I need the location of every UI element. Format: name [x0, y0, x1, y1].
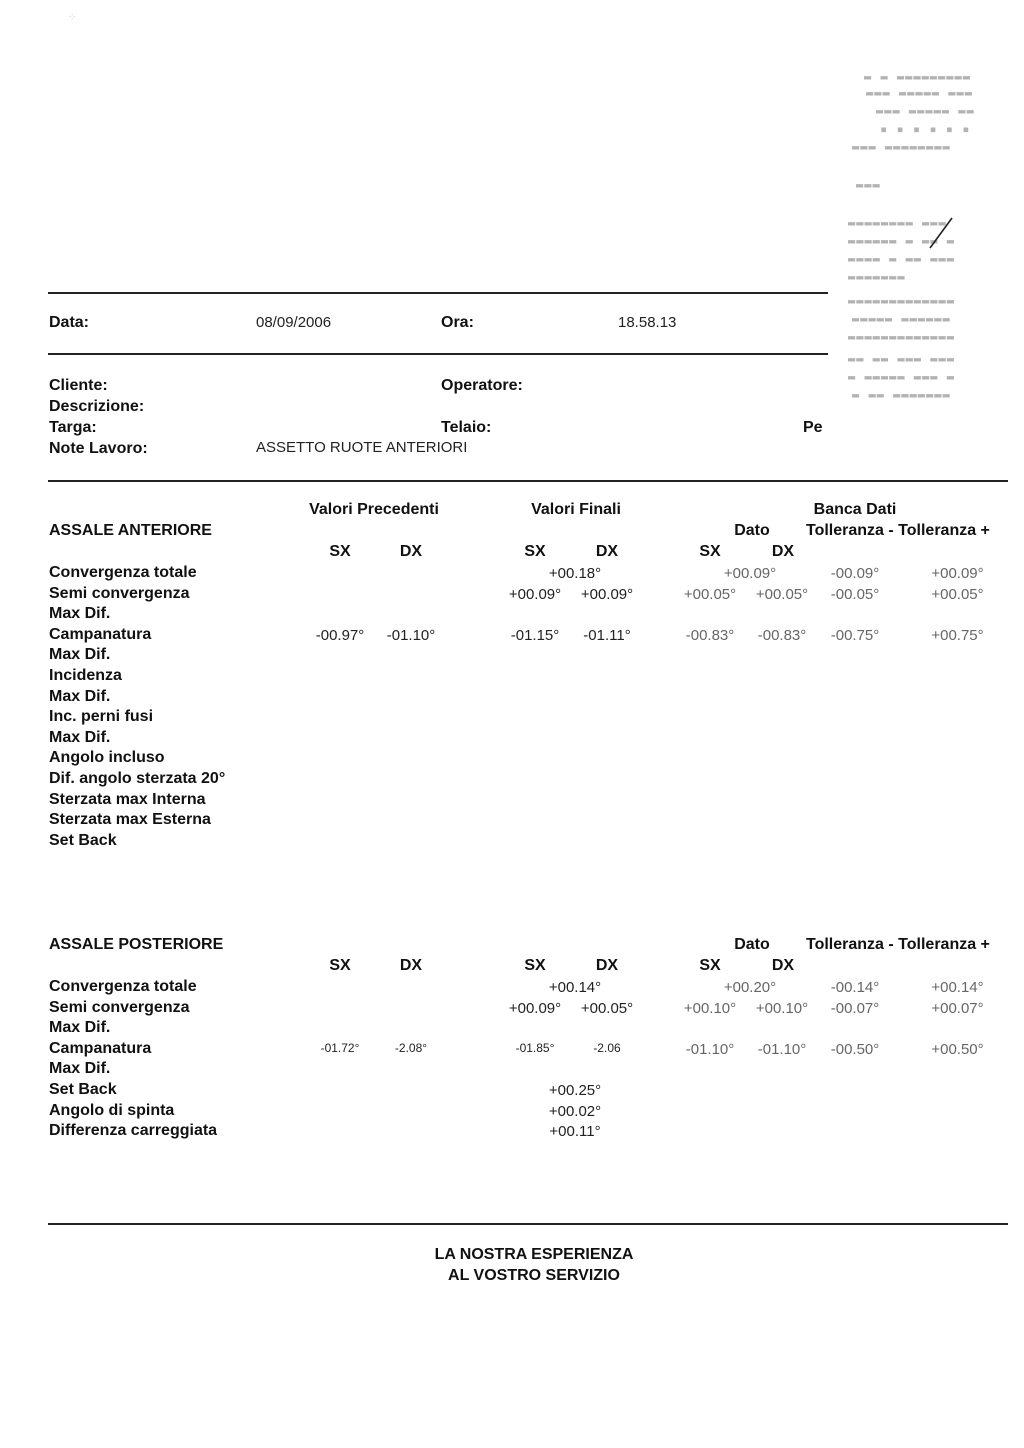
cell-prev-sx: -01.72°	[320, 1040, 360, 1055]
front-prev-sx-header: SX	[329, 543, 351, 560]
row-label: Sterzata max Esterna	[49, 811, 211, 829]
rear-fin-sx-header: SX	[524, 957, 546, 974]
cell-fin-dx: -01.11°	[583, 626, 631, 644]
targa-label: Targa:	[49, 419, 97, 436]
telaio-label: Telaio:	[441, 419, 492, 436]
cell-db-dx: -00.83°	[757, 626, 807, 644]
cell-db-dx: +00.05°	[755, 585, 809, 603]
row-label: Max Dif.	[49, 1060, 111, 1078]
row-label: Angolo di spinta	[49, 1101, 175, 1119]
rear-axle-title: ASSALE POSTERIORE	[49, 936, 224, 953]
cell-tol-minus: -00.75°	[830, 626, 880, 644]
operatore-label: Operatore:	[441, 377, 523, 394]
cell-fin-sx: +00.09°	[508, 999, 562, 1017]
rear-db-sx-header: SX	[699, 957, 721, 974]
cell-db-mid: +00.09°	[723, 565, 777, 582]
cell-fin-dx: -2.06	[593, 1040, 621, 1055]
footer-line-2: AL VOSTRO SERVIZIO	[448, 1267, 620, 1284]
note-value: ASSETTO RUOTE ANTERIORI	[256, 439, 468, 456]
note-label: Note Lavoro:	[49, 440, 148, 457]
cell-db-sx: +00.10°	[683, 999, 737, 1017]
cell-db-dx: -01.10°	[757, 1040, 807, 1058]
cell-db-sx: -01.10°	[685, 1040, 735, 1058]
ora-label: Ora:	[441, 314, 474, 331]
front-db-dx-header: DX	[771, 543, 795, 560]
front-fin-dx-header: DX	[595, 543, 619, 560]
cell-tol-minus: -00.09°	[830, 565, 880, 582]
cell-tol-minus: -00.50°	[830, 1040, 880, 1058]
group-banca-dati: Banca Dati	[813, 501, 897, 518]
rear-tolleranza-header: Tolleranza - Tolleranza +	[806, 936, 990, 953]
divider	[48, 1223, 1008, 1225]
cell-tol-minus: -00.14°	[830, 979, 880, 996]
cell-db-sx: -00.83°	[685, 626, 735, 644]
cell-fin-mid: +00.18°	[548, 565, 602, 582]
cliente-label: Cliente:	[49, 377, 108, 394]
cell-fin-sx: +00.09°	[508, 585, 562, 603]
row-label: Inc. perni fusi	[49, 708, 154, 726]
cell-db-mid: +00.20°	[723, 979, 777, 996]
row-label: Max Dif.	[49, 728, 111, 746]
row-label: Campanatura	[49, 1039, 152, 1057]
cell-fin-mid: +00.02°	[548, 1102, 602, 1120]
row-label: Angolo incluso	[49, 749, 165, 767]
group-valori-finali: Valori Finali	[531, 501, 621, 518]
front-axle-title: ASSALE ANTERIORE	[49, 522, 212, 539]
front-tolleranza-header: Tolleranza - Tolleranza +	[806, 522, 990, 539]
row-label: Max Dif.	[49, 687, 111, 705]
row-label: Dif. angolo sterzata 20°	[49, 770, 226, 787]
divider	[48, 292, 828, 294]
cell-prev-dx: -01.10°	[386, 626, 436, 644]
ora-value: 18.58.13	[618, 314, 677, 331]
row-label: Set Back	[49, 831, 117, 849]
cell-fin-mid: +00.25°	[548, 1082, 602, 1099]
footer-line-1: LA NOSTRA ESPERIENZA	[434, 1246, 634, 1263]
scan-artifact: ⁘	[68, 12, 77, 23]
row-label: Set Back	[49, 1081, 117, 1098]
cell-fin-mid: +00.11°	[549, 1123, 601, 1141]
row-label: Incidenza	[49, 667, 122, 684]
cell-db-dx: +00.10°	[755, 999, 809, 1017]
data-value: 08/09/2006	[256, 314, 332, 331]
row-label: Max Dif.	[49, 646, 111, 664]
cell-tol-minus: -00.05°	[830, 585, 880, 603]
cell-tol-plus: +00.75°	[931, 626, 984, 644]
descrizione-label: Descrizione:	[49, 398, 145, 415]
front-prev-dx-header: DX	[399, 543, 423, 560]
cell-db-sx: +00.05°	[683, 585, 737, 603]
cell-fin-dx: +00.09°	[580, 585, 634, 603]
cell-fin-sx: -01.85°	[515, 1040, 555, 1055]
pen-mark	[926, 216, 956, 250]
front-dato-header: Dato	[734, 522, 770, 539]
cell-fin-mid: +00.14°	[548, 979, 602, 996]
pe-label: Pe	[803, 419, 823, 436]
row-label: Semi convergenza	[49, 998, 190, 1016]
row-label: Convergenza totale	[49, 978, 197, 995]
row-label: Sterzata max Interna	[49, 790, 206, 808]
front-fin-sx-header: SX	[524, 543, 546, 560]
cell-prev-dx: -2.08°	[394, 1040, 428, 1055]
cell-fin-sx: -01.15°	[510, 626, 560, 644]
company-stamp: ▬ ▬ ▬▬▬▬▬▬▬▬▬ ▬▬▬ ▬▬▬▬▬ ▬▬▬ ▬▬▬ ▬▬▬▬▬ ▬▬ ▪ ▪ ▪ ▪ ▪ ▪ ▬▬▬ ▬▬▬▬▬▬▬▬ ▬▬▬ ▬▬▬▬▬▬▬▬ ▬▬▬ ▬▬▬▬▬▬ ▬ ▬▬ ▬ ▬▬▬▬ ▬ ▬▬ ▬▬▬ ▬▬▬▬▬▬▬ ▬▬▬▬▬▬▬▬▬▬▬▬▬ ▬▬▬▬▬ ▬▬▬▬▬▬ ▬▬▬▬▬▬▬▬▬▬▬▬▬ ▬▬ ▬▬ ▬▬▬ ▬▬▬ ▬ ▬▬▬▬▬ ▬▬▬ ▬ ▬ ▬▬ ▬▬▬▬▬▬▬	[848, 70, 975, 402]
row-label: Max Dif.	[49, 605, 111, 623]
row-label: Semi convergenza	[49, 584, 190, 602]
cell-tol-plus: +00.14°	[931, 979, 984, 996]
data-label: Data:	[49, 314, 90, 331]
cell-prev-sx: -00.97°	[315, 626, 365, 644]
cell-tol-plus: +00.05°	[931, 585, 984, 603]
row-label: Max Dif.	[49, 1019, 111, 1037]
cell-fin-dx: +00.05°	[580, 999, 634, 1017]
row-label: Campanatura	[49, 625, 152, 643]
divider	[48, 480, 1008, 482]
rear-fin-dx-header: DX	[595, 957, 619, 974]
rear-prev-dx-header: DX	[399, 957, 423, 974]
front-db-sx-header: SX	[699, 543, 721, 560]
cell-tol-plus: +00.50°	[931, 1040, 984, 1058]
rear-dato-header: Dato	[734, 936, 770, 953]
rear-prev-sx-header: SX	[329, 957, 351, 974]
row-label: Convergenza totale	[49, 564, 197, 581]
cell-tol-plus: +00.07°	[931, 999, 984, 1017]
divider	[48, 353, 828, 355]
group-valori-precedenti: Valori Precedenti	[309, 501, 439, 518]
rear-db-dx-header: DX	[771, 957, 795, 974]
cell-tol-minus: -00.07°	[830, 999, 880, 1017]
cell-tol-plus: +00.09°	[931, 565, 984, 582]
row-label: Differenza carreggiata	[49, 1122, 218, 1140]
